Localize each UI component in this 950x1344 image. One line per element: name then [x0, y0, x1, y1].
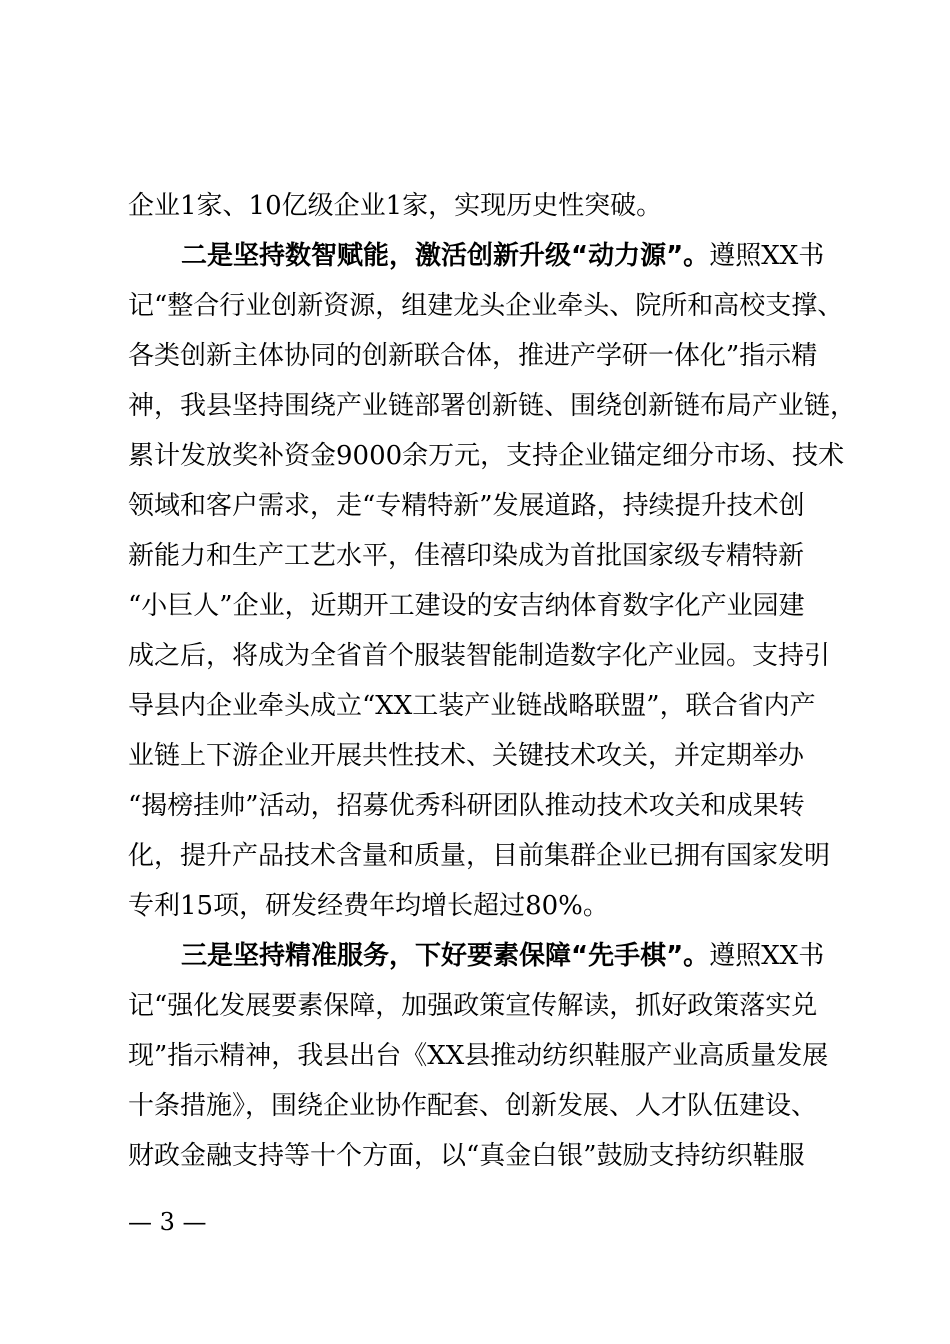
body-text: 遵照XX书	[709, 941, 825, 971]
section-heading: 二是坚持数智赋能，激活创新升级“动力源”。	[181, 241, 710, 271]
body-line: 财政金融支持等十个方面，以“真金白银”鼓励支持纺织鞋服	[128, 1141, 805, 1171]
body-line: 记“整合行业创新资源，组建龙头企业牵头、院所和高校支撑、	[128, 291, 844, 321]
section-heading-line	[181, 236, 950, 276]
body-line: 专利15项，研发经费年均增长超过80%。	[128, 891, 609, 921]
body-line: 各类创新主体协同的创新联合体，推进产学研一体化”指示精	[128, 341, 818, 371]
body-text: 遵照XX书	[709, 241, 825, 271]
body-line: 新能力和生产工艺水平，佳禧印染成为首批国家级专精特新	[128, 541, 805, 571]
body-line: “揭榜挂帅”活动，招募优秀科研团队推动技术攻关和成果转	[128, 791, 805, 821]
body-line: 现”指示精神，我县出台《XX县推动纺织鞋服产业高质量发展	[128, 1041, 829, 1071]
body-line: 企业1家、10亿级企业1家，实现历史性突破。	[128, 191, 663, 221]
body-line: 成之后，将成为全省首个服装智能制造数字化产业园。支持引	[128, 641, 831, 671]
body-line: 业链上下游企业开展共性技术、关键技术攻关，并定期举办	[128, 741, 805, 771]
page-number: — 3 —	[128, 1208, 207, 1236]
body-line: 十条措施》，围绕企业协作配套、创新发展、人才队伍建设、	[128, 1091, 818, 1121]
body-line: 化，提升产品技术含量和质量，目前集群企业已拥有国家发明	[128, 841, 831, 871]
body-line: 记“强化发展要素保障，加强政策宣传解读，抓好政策落实兑	[128, 991, 818, 1021]
body-line: 导县内企业牵头成立“XX工装产业链战略联盟”，联合省内产	[128, 691, 816, 721]
body-line: 领域和客户需求，走“专精特新”发展道路，持续提升技术创	[128, 491, 805, 521]
body-line: 神，我县坚持围绕产业链部署创新链、围绕创新链布局产业链，	[128, 391, 857, 421]
section-heading: 三是坚持精准服务，下好要素保障“先手棋”。	[181, 941, 710, 971]
body-line: 累计发放奖补资金9000余万元，支持企业锚定细分市场、技术	[128, 441, 845, 471]
section-heading-line	[181, 936, 950, 976]
body-line: “小巨人”企业，近期开工建设的安吉纳体育数字化产业园建	[128, 591, 805, 621]
